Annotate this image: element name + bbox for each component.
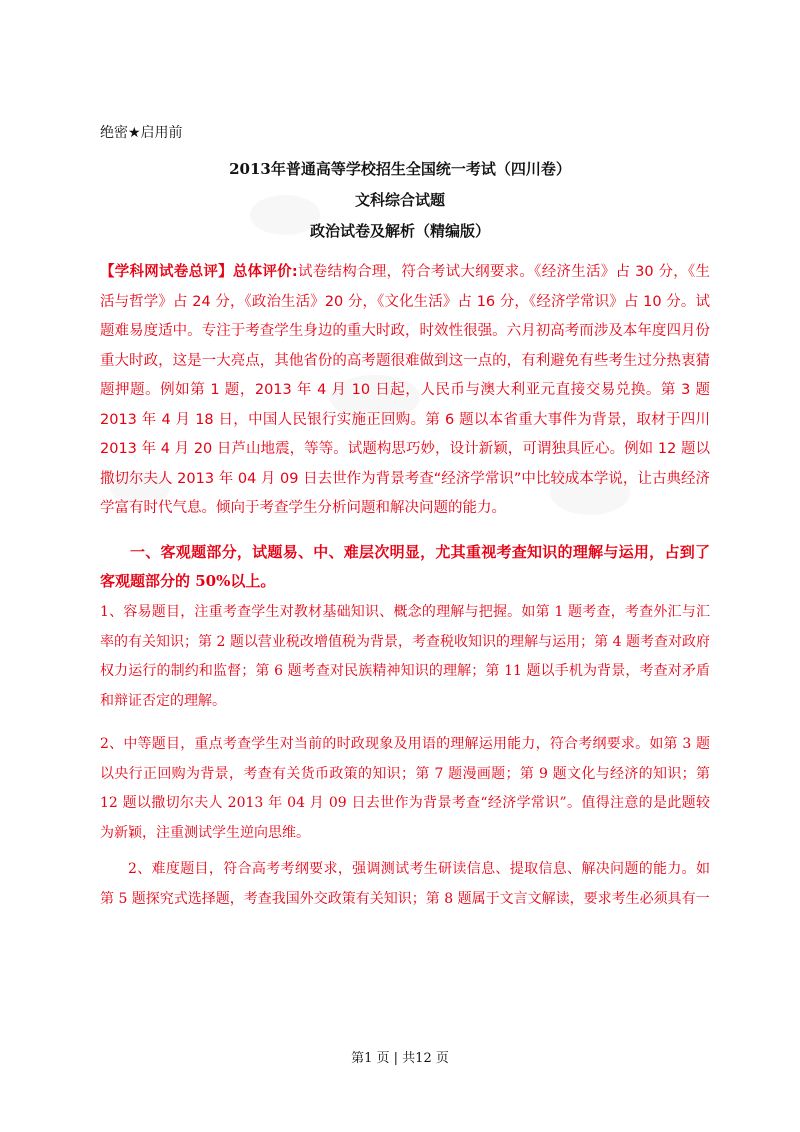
subject-title: 文科综合试题 xyxy=(354,191,445,209)
summary-text: 试卷结构合理，符合考试大纲要求。《经济生活》占 30 分，《生活与哲学》占 24 分，《政治生活》20 分，《文化生活》占 16 分，《经济学常识》占 10 分。试题难易度适中。专注于考查学生身边的重大时政，时效性很强。六月初高考而涉及本年度四月份重大时政，这是一大亮点，其他省份的高考题很难做到这一点的，有利避免有些考生过分热衷猜题押题。例如第 1 题，2013 年 4 月 10 日起，人民币与澳大利亚元直接交易兑换。第 3 题 2013 年 4 月 18 日，中国人民银行实施正回购。第 6 题以本省重大事件为背景，取材于四川 2013 年 4 月 20 日芦山地震，等等。试题构思巧妙，设计新颖，可谓独具匠心。例如 12 题以撒切尔夫人 2013 年 04 月 09 日去世作为背景考查“经济学常识”中比较成本学说，让古典经济学富有时代气息。倾向于考查学生分析问题和解决问题的能力。 xyxy=(100,264,710,516)
page-footer: 第1 页 | 共12 页 xyxy=(351,1051,449,1066)
summary-paragraph xyxy=(100,258,710,524)
paragraph-hard-questions: 2、难度题目，符合高考考纲要求，强调测试考生研读信息、提取信息、解决问题的能力。如第 5 题探究式选择题，考查我国外交政策有关知识；第 8 题属于文言文解读，要求考生必须具有一 xyxy=(100,861,710,907)
section-title: 政治试卷及解析（精编版） xyxy=(309,222,490,240)
section-heading: 一、客观题部分，试题易、中、难层次明显，尤其重视考查知识的理解与运用，占到了客观题部分的 50%以上。 xyxy=(100,543,710,590)
paragraph-easy-questions: 1、容易题目，注重考查学生对教材基础知识、概念的理解与把握。如第 1 题考查，考查外汇与汇率的有关知识；第 2 题以营业税改增值税为背景，考查税收知识的理解与运用；第 4 题考查对政府权力运行的制约和监督；第 6 题考查对民族精神知识的理解；第 11 题以手机为背景，考查对矛盾和辩证否定的理解。 xyxy=(100,604,710,709)
summary-tag: 【学科网试卷总评】总体评价: xyxy=(100,264,298,280)
exam-title: 2013年普通高等学校招生全国统一考试（四川卷） xyxy=(229,160,571,178)
paragraph-medium-questions: 2、中等题目，重点考查学生对当前的时政现象及用语的理解运用能力，符合考纲要求。如第 3 题以央行正回购为背景，考查有关货币政策的知识；第 7 题漫画题；第 9 题文化与经济的知识；第 12 题以撒切尔夫人 2013 年 04 月 09 日去世作为背景考查“经济学常识”。值得注意的是此题较为新颖，注重测试学生逆向思维。 xyxy=(100,736,710,841)
confidential-label: 绝密★启用前 xyxy=(100,125,183,141)
